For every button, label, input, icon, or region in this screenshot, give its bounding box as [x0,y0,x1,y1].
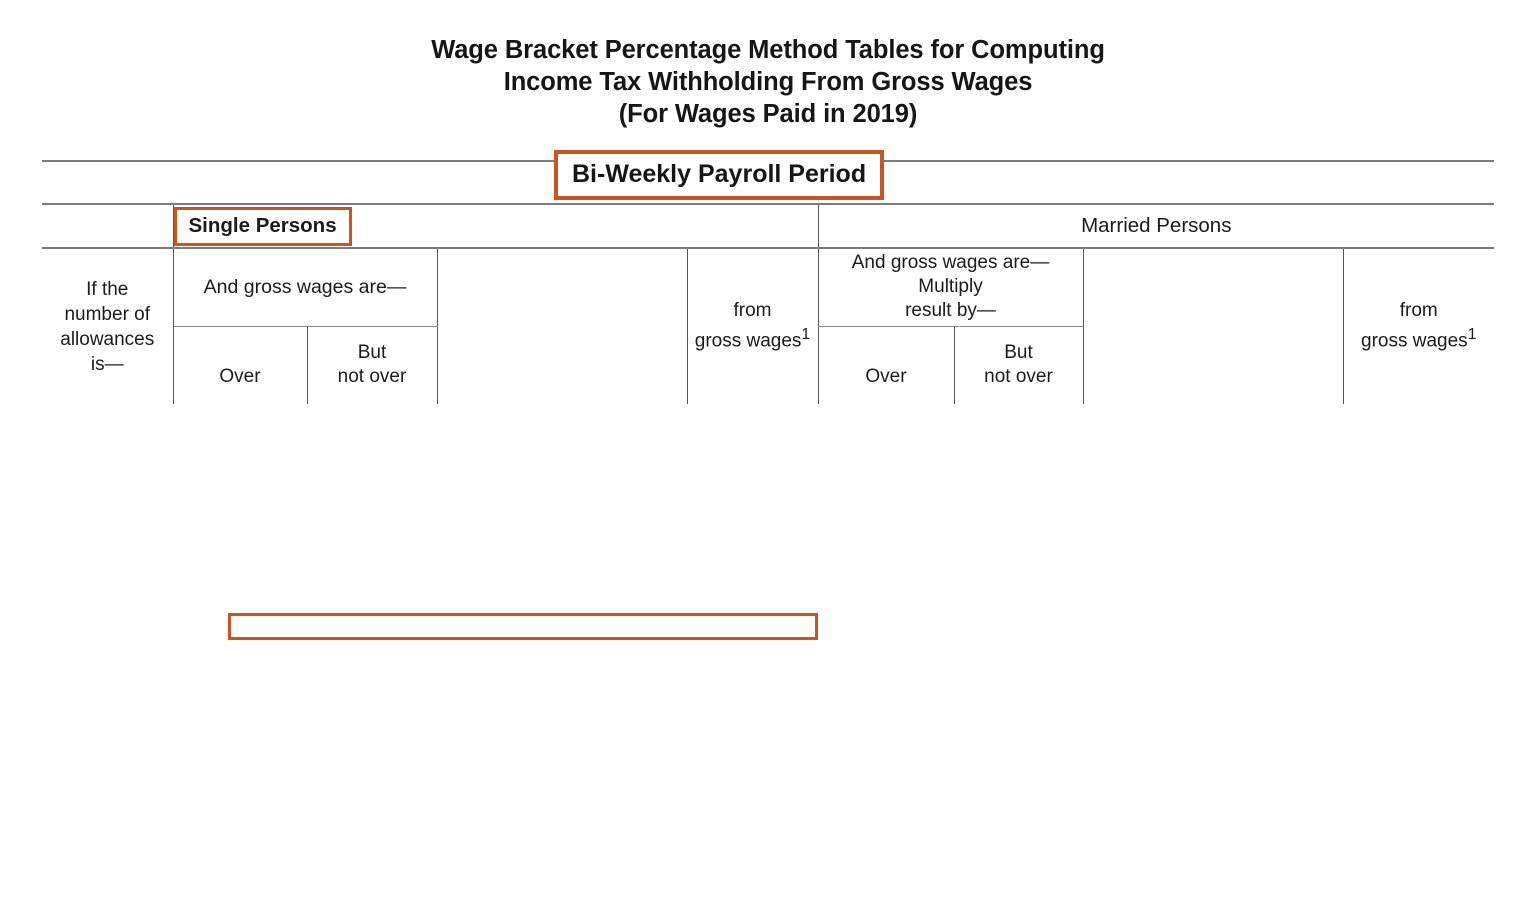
single-and-gross-wages-label: And gross wages are— [173,248,437,326]
single-result-by-label: result by— [905,300,996,322]
single-gross-wages-label: gross wages$^1$ [694,326,811,352]
single-multiply-label: Multiply [918,276,983,298]
document-title [0,0,1536,130]
single-but-not-over-header [307,326,437,404]
allowances-header-line-4: is— [90,353,124,375]
group-header-row [42,204,1494,248]
allowances-header-line-2: number of [64,303,151,325]
married-from-label: from [1399,300,1438,322]
married-but-not-over-header [954,326,1083,404]
highlighted-bracket-row [228,613,818,640]
payroll-period-band [0,150,1536,208]
wage-bracket-table-wrapper [42,203,1494,404]
married-not-over-label: not over [984,366,1053,388]
spacer [174,341,307,365]
single-from-label: from [733,300,772,322]
married-multiply-header [1343,248,1494,404]
single-from-gross-wages-header [437,248,687,404]
allowances-header [42,248,173,404]
footnote-marker: 1 [801,326,811,344]
married-gross-wages-label: gross wages$^1$ [1361,326,1477,352]
wage-bracket-table [42,203,1494,404]
married-but-label: But [1004,342,1033,364]
group-header-single [173,204,818,248]
allowances-header-line-1: If the [86,278,129,300]
married-and-gross-wages-label: And gross wages are— Multiply result by— [818,248,1083,326]
married-over-label: Over [865,366,907,388]
footnote-marker: 1 [1467,326,1477,344]
allowances-header-line-3: allowances [60,328,155,350]
single-multiply-header [687,248,818,404]
married-from-gross-wages-header [1083,248,1343,404]
single-over-header [173,326,307,404]
single-not-over-label: not over [337,366,407,388]
corner-blank [42,204,173,248]
single-over-label: Over [219,366,261,388]
title-line-2: Income Tax Withholding From Gross Wages [503,68,1033,96]
title-line-1: Wage Bracket Percentage Method Tables for Computing [431,36,1105,64]
payroll-period-highlight: Bi-Weekly Payroll Period [554,150,884,200]
spacer [819,341,954,365]
single-but-label: But [357,342,387,364]
subheader-row-gross-wages [42,248,1494,326]
married-over-header [818,326,954,404]
single-persons-highlight: Single Persons [174,207,352,246]
title-line-3: (For Wages Paid in 2019) [618,100,918,128]
group-header-married: Married Persons [818,204,1494,248]
